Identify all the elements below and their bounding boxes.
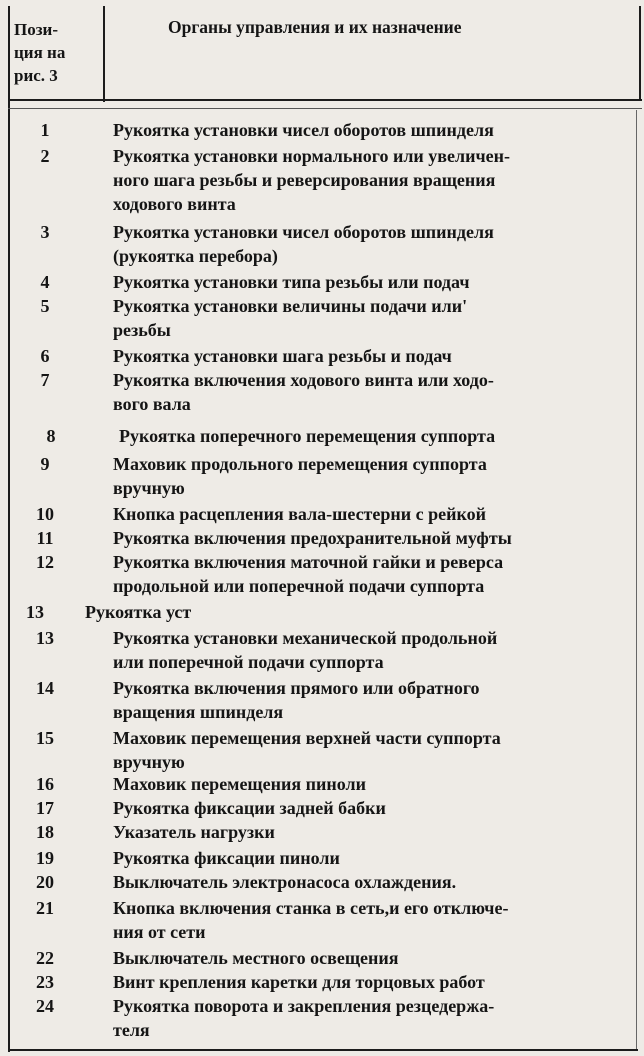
control-description [119,424,639,448]
position-number: 14 [36,678,54,698]
description-line: Рукоятка установки типа резьбы или подач [113,272,470,292]
description-line: Рукоятка включения маточной гайки и реверса [113,552,504,572]
control-description [113,846,633,870]
description-line: ния от сети [113,922,206,942]
position-number: 23 [36,972,54,992]
description-line: Рукоятка включения прямого или обратного [113,678,480,698]
description-line: (рукоятка перебора) [113,246,278,266]
description-line: Рукоятка включения предохранительной муфты [113,528,512,548]
position-number: 9 [40,454,50,474]
position-number: 12 [36,552,54,572]
table-right-border [636,110,637,1050]
description-line: Кнопка расцепления вала-шестерни с рейкой [113,504,487,524]
control-description [113,970,633,994]
description-line: резьбы [113,320,171,340]
header-position-line: ция на [14,43,66,62]
header-position-line: Пози- [14,20,59,39]
control-description [113,772,633,796]
header-column-divider [103,6,105,102]
position-number: 24 [36,996,54,1016]
description-line: Рукоятка установки величины подачи или' [113,296,468,316]
control-description [113,526,633,550]
table-bottom-border [8,1049,638,1051]
description-line: Рукоятка установки чисел оборотов шпинделя [113,222,494,242]
description-line: Рукоятка установки чисел оборотов шпинделя [113,120,494,140]
control-description [113,144,633,216]
description-line: Рукоятка фиксации пиноли [113,848,340,868]
description-line: Выключатель местного освещения [113,948,399,968]
header-right-border [639,6,641,101]
control-description [85,600,605,624]
control-description [113,294,633,342]
control-description [113,550,633,598]
header-position-column [14,18,102,87]
position-number: 17 [36,798,54,818]
description-line: вручную [113,478,185,498]
control-description [113,870,633,894]
description-line: ходового винта [113,194,236,214]
header-bottom-rule [8,99,642,101]
position-number: 6 [40,346,50,366]
control-description [113,796,633,820]
description-line: Кнопка включения станка в сеть,и его отключе- [113,898,509,918]
position-number: 4 [40,272,50,292]
control-description [113,220,633,268]
description-line: Рукоятка поворота и закрепления резцедержа- [113,996,495,1016]
description-line: ного шага резьбы и реверсирования вращения [113,170,496,190]
description-line: Маховик перемещения пиноли [113,774,366,794]
position-number: 8 [46,426,56,446]
position-number: 1 [40,120,50,140]
description-line: Рукоятка установки механической продольной [113,628,498,648]
description-line: Рукоятка уст [85,602,192,622]
description-line: продольной или поперечной подачи суппорта [113,576,485,596]
position-number: 13 [26,602,44,622]
control-description [113,626,633,674]
position-number: 7 [40,370,50,390]
description-line: или поперечной подачи суппорта [113,652,384,672]
description-line: Указатель нагрузки [113,822,275,842]
control-description [113,502,633,526]
position-number: 2 [40,146,50,166]
position-number: 5 [40,296,50,316]
position-number: 3 [40,222,50,242]
description-line: Рукоятка поперечного перемещения суппорта [119,426,496,446]
control-description [113,896,633,944]
description-line: Рукоятка включения ходового винта или ходо- [113,370,494,390]
description-line: Рукоятка установки шага резьбы и подач [113,346,452,366]
control-description [113,994,633,1042]
position-number: 22 [36,948,54,968]
position-number: 21 [36,898,54,918]
control-description [113,726,633,774]
position-number: 18 [36,822,54,842]
control-description [113,820,633,844]
control-description [113,344,633,368]
control-description [113,368,633,416]
description-line: Рукоятка фиксации задней бабки [113,798,386,818]
control-description [113,118,633,142]
description-line: Винт крепления каретки для торцовых работ [113,972,485,992]
position-number: 13 [36,628,54,648]
description-line: теля [113,1020,150,1040]
description-line: Рукоятка установки нормального или увеличен- [113,146,510,166]
position-number: 16 [36,774,54,794]
description-line: вого вала [113,394,191,414]
description-line: Выключатель электронасоса охлаждения. [113,872,457,892]
control-description [113,946,633,970]
header-bottom-rule-inner [8,108,642,109]
header-controls-column: Органы управления и их назначение [168,17,462,37]
position-number: 11 [36,528,54,548]
description-line: Маховик продольного перемещения суппорта [113,454,487,474]
position-number: 19 [36,848,54,868]
description-line: вручную [113,752,185,772]
description-line: вращения шпинделя [113,702,284,722]
position-number: 10 [36,504,54,524]
header-position-line: рис. 3 [14,66,58,85]
position-number: 20 [36,872,54,892]
control-description [113,270,633,294]
description-line: Маховик перемещения верхней части суппорта [113,728,501,748]
position-number: 15 [36,728,54,748]
control-description [113,452,633,500]
control-description [113,676,633,724]
